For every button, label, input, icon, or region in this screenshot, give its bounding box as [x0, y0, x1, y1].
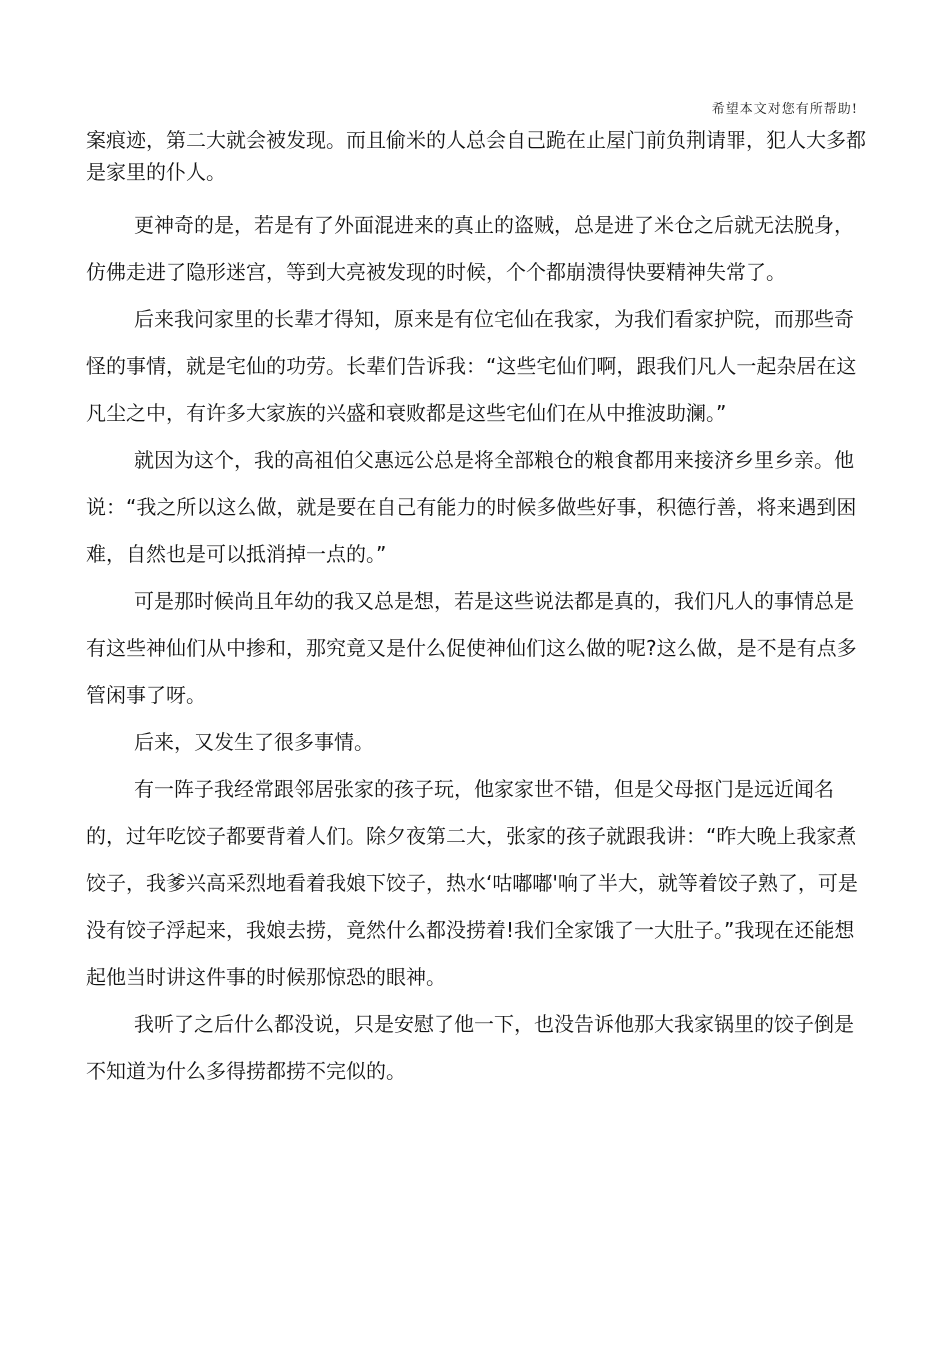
header-note: 希望本文对您有所帮助!: [711, 102, 858, 117]
paragraph-1: 案痕迹，第二大就会被发现。而且偷米的人总会自己跪在止屋门前负荆请罪，犯人大多都是家里的仆人。: [86, 128, 866, 184]
paragraph-4: 就因为这个，我的高祖伯父惠远公总是将全部粮仓的粮食都用来接济乡里乡亲。他说：“我之所以这么做，就是要在自己有能力的时候多做些好事，积德行善，将来遇到困难，自然也是可以抵消掉一点的。”: [86, 448, 857, 566]
document-body: [86, 124, 868, 1095]
paragraph-2: 更神奇的是，若是有了外面混进来的真止的盗贼，总是进了米仓之后就无法脱身，仿佛走进了隐形迷宫，等到大亮被发现的时候，个个都崩溃得快要精神失常了。: [86, 213, 854, 284]
paragraph-7: 有一阵子我经常跟邻居张家的孩子玩，他家家世不错，但是父母抠门是远近闻名的，过年吃饺子都要背着人们。除夕夜第二大，张家的孩子就跟我讲：“昨大晚上我家煮饺子，我爹兴高采烈地看着我娘下饺子，热水‘咕嘟嘟'响了半大，就等着饺子熟了，可是没有饺子浮起来，我娘去捞，竟然什么都没捞着!我们全家饿了一大肚子。”我现在还能想起他当时讲这件事的时候那惊恐的眼神。: [86, 777, 858, 989]
paragraph-8: 我听了之后什么都没说，只是安慰了他一下，也没告诉他那大我家锅里的饺子倒是不知道为什么多得捞都捞不完似的。: [86, 1012, 854, 1083]
paragraph-3: 后来我问家里的长辈才得知，原来是有位宅仙在我家，为我们看家护院，而那些奇怪的事情，就是宅仙的功劳。长辈们告诉我：“这些宅仙们啊，跟我们凡人一起杂居在这凡尘之中，有许多大家族的兴盛和衰败都是这些宅仙们在从中推波助澜。”: [86, 307, 857, 425]
paragraph-5: 可是那时候尚且年幼的我又总是想，若是这些说法都是真的，我们凡人的事情总是有这些神仙们从中掺和，那究竟又是什么促使神仙们这么做的呢?这么做，是不是有点多管闲事了呀。: [86, 589, 857, 707]
paragraph-6: 后来，又发生了很多事情。: [134, 730, 374, 754]
